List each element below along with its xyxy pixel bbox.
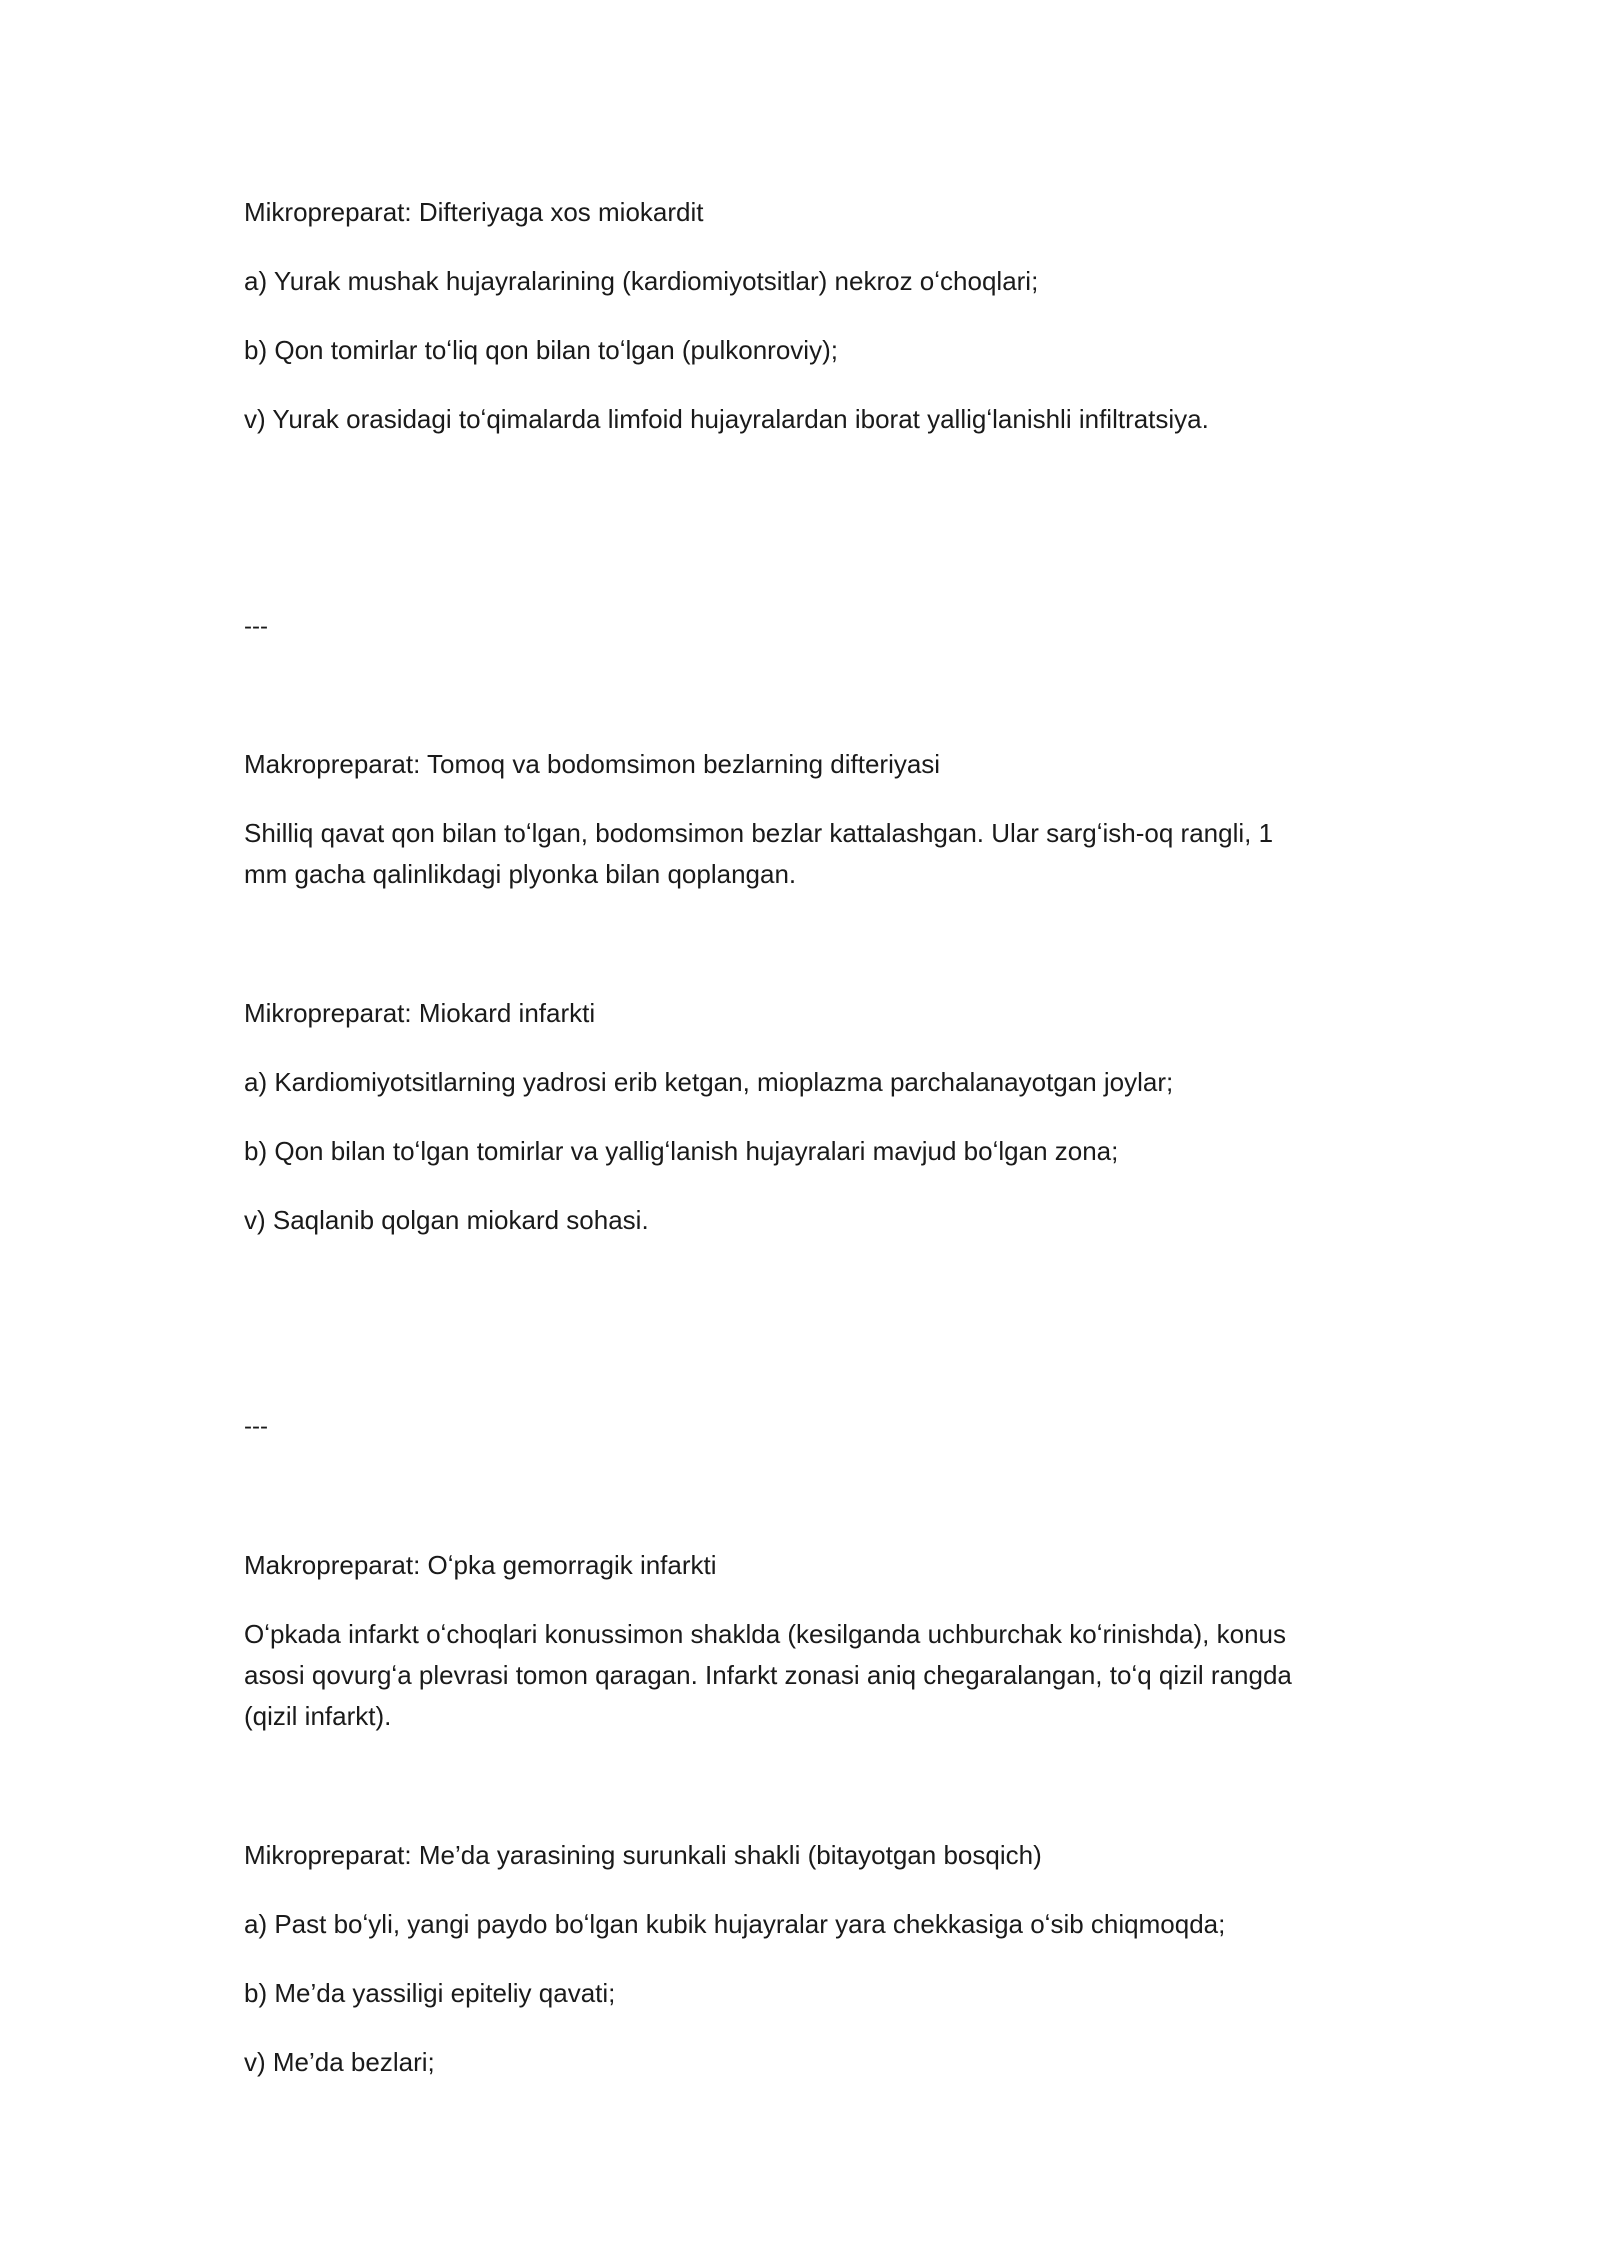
list-item: v) Me’da bezlari;: [244, 2047, 435, 2077]
paragraph-line: Oʻpkada infarkt oʻchoqlari konussimon shaklda (kesilganda uchburchak koʻrinishda), konus: [244, 1619, 1287, 1649]
list-item: a) Past boʻyli, yangi paydo boʻlgan kubik hujayralar yara chekkasiga oʻsib chiqmoqda;: [244, 1909, 1226, 1939]
list-item: b) Me’da yassiligi epiteliy qavati;: [244, 1978, 616, 2008]
list-item: v) Saqlanib qolgan miokard sohasi.: [244, 1205, 649, 1235]
section-heading: Mikropreparat: Difteriyaga xos miokardit: [244, 197, 704, 227]
paragraph-line: (qizil infarkt).: [244, 1701, 392, 1731]
section-heading: Mikropreparat: Miokard infarkti: [244, 998, 596, 1028]
section-heading: Makropreparat: Oʻpka gemorragik infarkti: [244, 1550, 717, 1580]
list-item: b) Qon tomirlar toʻliq qon bilan toʻlgan (pulkonroviy);: [244, 335, 838, 365]
list-item: v) Yurak orasidagi toʻqimalarda limfoid hujayralardan iborat yalligʻlanishli infiltratsiya.: [244, 404, 1209, 434]
section-heading: Mikropreparat: Me’da yarasining surunkali shakli (bitayotgan bosqich): [244, 1840, 1042, 1870]
paragraph-line: mm gacha qalinlikdagi plyonka bilan qoplangan.: [244, 859, 797, 889]
section-separator: ---: [244, 1413, 268, 1440]
list-item: b) Qon bilan toʻlgan tomirlar va yalligʻlanish hujayralari mavjud boʻlgan zona;: [244, 1136, 1119, 1166]
paragraph-line: Shilliq qavat qon bilan toʻlgan, bodomsimon bezlar kattalashgan. Ular sargʻish-oq rangli, 1: [244, 818, 1274, 848]
paragraph-line: asosi qovurgʻa plevrasi tomon qaragan. Infarkt zonasi aniq chegaralangan, toʻq qizil rangda: [244, 1660, 1292, 1690]
section-heading: Makropreparat: Tomoq va bodomsimon bezlarning difteriyasi: [244, 749, 941, 779]
list-item: a) Kardiomiyotsitlarning yadrosi erib ketgan, mioplazma parchalanayotgan joylar;: [244, 1067, 1174, 1097]
section-separator: ---: [244, 613, 268, 640]
list-item: a) Yurak mushak hujayralarining (kardiomiyotsitlar) nekroz oʻchoqlari;: [244, 266, 1039, 296]
